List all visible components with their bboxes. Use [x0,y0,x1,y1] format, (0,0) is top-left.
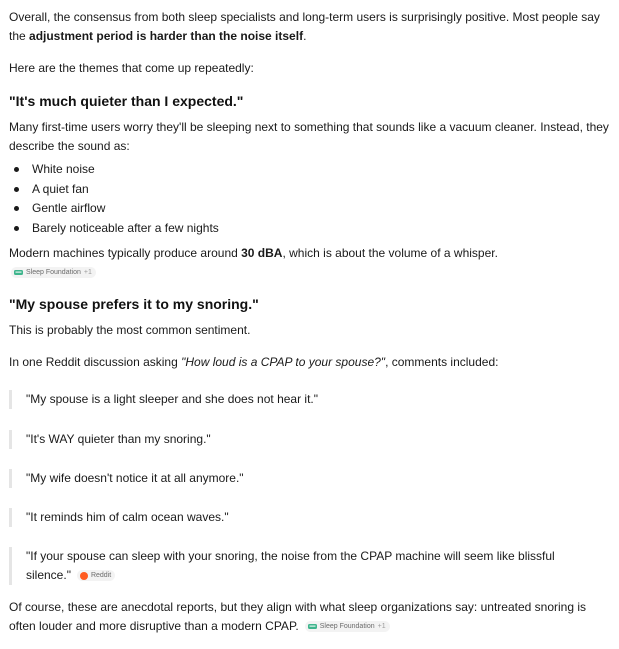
list-item-text: A quiet fan [32,181,89,196]
themes-intro: Here are the themes that come up repeatedly: [9,61,254,75]
quote-text: "My wife doesn't notice it at all anymore." [26,471,244,485]
closing-paragraph [9,598,609,636]
common-sentiment: This is probably the most common sentiment. [9,323,251,337]
list-item [9,219,219,239]
list-item-text: White noise [32,162,95,176]
section-heading-quieter: "It's much quieter than I expected." [9,93,244,109]
citation-chip-sleep-foundation[interactable] [305,621,390,632]
reddit-icon [80,572,88,580]
dba-text: Modern machines typically produce around [9,246,242,260]
sleep-foundation-icon [14,269,23,276]
bullet-icon [14,226,19,231]
sleep-foundation-icon [308,623,317,630]
dba-paragraph [9,244,609,263]
bullet-icon [14,187,19,192]
list-item-text: Barely noticeable after a few nights [32,220,219,235]
reddit-text-end: , comments included: [385,355,499,369]
blockquote [9,430,606,449]
dba-text-end: , which is about the volume of a whisper. [282,246,498,260]
bullet-icon [14,206,19,211]
citation-source: Sleep Foundation [26,269,81,276]
dba-value: 30 dBA [241,246,283,260]
blockquote [9,469,606,488]
quote-text: "If your spouse can sleep with your snoring, the noise from the CPAP machine will seem like blissful silence." [26,549,555,582]
worry-paragraph: Many first-time users worry they'll be sleeping next to something that sounds like a vacuum cleaner. Instead, they describe the sound as: [9,120,609,153]
bullet-icon [14,167,19,172]
intro-text-end: . [303,29,307,43]
sound-description-list [9,160,219,238]
quote-text: "My spouse is a light sleeper and she does not hear it." [26,392,319,406]
reddit-paragraph [9,353,498,372]
list-item [9,199,219,219]
closing-text: Of course, these are anecdotal reports, but they align with what sleep organizations say: untreated snoring is often louder and more disruptive than a modern CPAP. [9,600,586,633]
list-item [9,180,219,200]
blockquote [9,508,606,527]
quote-text: "It's WAY quieter than my snoring." [26,432,211,446]
citation-chip-sleep-foundation[interactable] [11,267,96,278]
list-item [9,160,219,180]
reddit-text: In one Reddit discussion asking [9,355,182,369]
citation-source: Reddit [90,572,112,580]
section-heading-spouse: "My spouse prefers it to my snoring." [9,296,259,312]
intro-bold-text: adjustment period is harder than the noise itself [29,29,304,43]
reddit-question: "How loud is a CPAP to your spouse?" [181,355,386,369]
blockquote [9,390,606,409]
citation-extra-count: +1 [377,623,386,631]
quote-text: "It reminds him of calm ocean waves." [26,510,229,524]
citation-source: Sleep Foundation [319,623,375,631]
blockquote [9,547,586,585]
intro-paragraph [9,8,609,46]
citation-extra-count: +1 [83,269,92,276]
list-item-text: Gentle airflow [32,201,106,215]
intro-text: Overall, the consensus from both sleep specialists and long-term users is surprisingly positive. Most people say the [9,10,600,43]
citation-chip-reddit[interactable] [77,570,115,581]
